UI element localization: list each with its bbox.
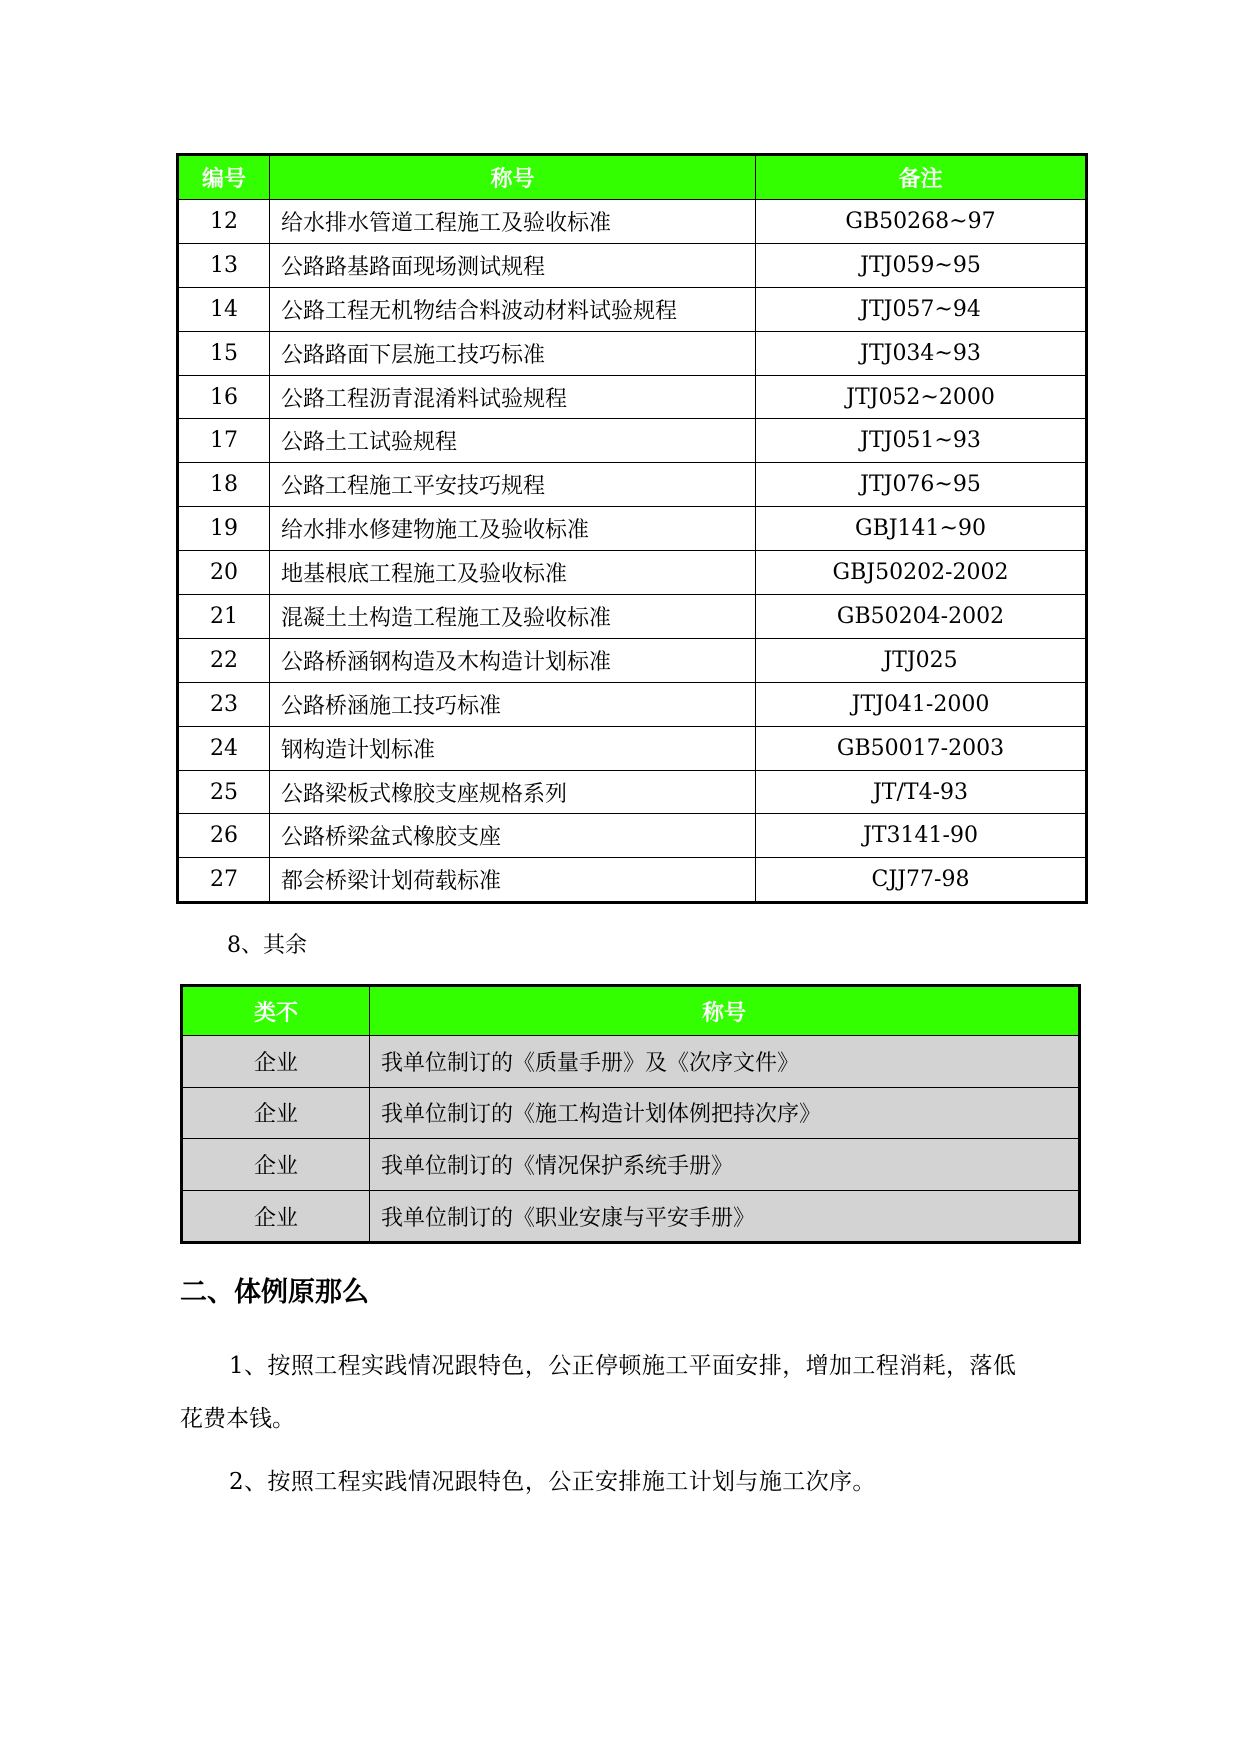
header-category: 类不 bbox=[182, 986, 370, 1036]
row-note: CJJ77-98 bbox=[756, 858, 1087, 903]
table-row bbox=[178, 287, 1087, 331]
row-category: 企业 bbox=[182, 1087, 370, 1139]
table-row bbox=[178, 726, 1087, 770]
table-row bbox=[178, 463, 1087, 507]
row-name: 地基根底工程施工及验收标准 bbox=[270, 551, 756, 595]
row-name: 公路路面下层施工技巧标准 bbox=[270, 331, 756, 375]
row-note: JT/T4-93 bbox=[756, 770, 1087, 814]
row-number: 20 bbox=[178, 551, 270, 595]
header-number: 编号 bbox=[178, 155, 270, 200]
row-number: 14 bbox=[178, 287, 270, 331]
row-name: 公路梁板式橡胶支座规格系列 bbox=[270, 770, 756, 814]
row-name: 公路工程沥青混淆料试验规程 bbox=[270, 375, 756, 419]
table-row bbox=[178, 551, 1087, 595]
row-category: 企业 bbox=[182, 1139, 370, 1191]
row-name: 公路桥涵钢构造及木构造计划标准 bbox=[270, 638, 756, 682]
section-heading: 二、体例原那么 bbox=[180, 1277, 369, 1308]
row-category: 企业 bbox=[182, 1190, 370, 1243]
paragraph-1-line-1: 1、按照工程实践情况跟特色，公正停顿施工平面安排，增加工程消耗，落低 bbox=[229, 1353, 1017, 1379]
row-name: 钢构造计划标准 bbox=[270, 726, 756, 770]
row-note: JTJ041-2000 bbox=[756, 682, 1087, 726]
row-note: JTJ059~95 bbox=[756, 243, 1087, 287]
row-number: 12 bbox=[178, 200, 270, 244]
table-row bbox=[178, 331, 1087, 375]
table-row bbox=[178, 770, 1087, 814]
row-number: 18 bbox=[178, 463, 270, 507]
company-documents-table bbox=[180, 984, 1081, 1244]
table-row bbox=[182, 1190, 1080, 1243]
row-note: JTJ076~95 bbox=[756, 463, 1087, 507]
row-number: 17 bbox=[178, 419, 270, 463]
row-name: 公路土工试验规程 bbox=[270, 419, 756, 463]
row-name: 公路工程施工平安技巧规程 bbox=[270, 463, 756, 507]
row-number: 24 bbox=[178, 726, 270, 770]
row-name: 公路桥涵施工技巧标准 bbox=[270, 682, 756, 726]
row-number: 13 bbox=[178, 243, 270, 287]
row-name: 公路工程无机物结合料波动材料试验规程 bbox=[270, 287, 756, 331]
table-row bbox=[178, 595, 1087, 639]
row-name: 给水排水修建物施工及验收标准 bbox=[270, 507, 756, 551]
row-note: GB50017-2003 bbox=[756, 726, 1087, 770]
table-row bbox=[182, 1036, 1080, 1088]
header-name: 称号 bbox=[270, 155, 756, 200]
row-note: JTJ057~94 bbox=[756, 287, 1087, 331]
table-row bbox=[182, 1139, 1080, 1191]
standards-table-header bbox=[178, 155, 1087, 200]
table-row bbox=[178, 638, 1087, 682]
row-name: 公路桥梁盆式橡胶支座 bbox=[270, 814, 756, 858]
table-row bbox=[178, 375, 1087, 419]
table-row bbox=[178, 507, 1087, 551]
header-note: 备注 bbox=[756, 155, 1087, 200]
row-name: 给水排水管道工程施工及验收标准 bbox=[270, 200, 756, 244]
row-name: 混凝土土构造工程施工及验收标准 bbox=[270, 595, 756, 639]
row-note: JTJ052~2000 bbox=[756, 375, 1087, 419]
standards-table bbox=[176, 153, 1088, 904]
section-8-label: 8、其余 bbox=[227, 933, 307, 958]
row-note: JTJ051~93 bbox=[756, 419, 1087, 463]
row-number: 27 bbox=[178, 858, 270, 903]
row-description: 我单位制订的《施工构造计划体例把持次序》 bbox=[370, 1087, 1080, 1139]
row-number: 23 bbox=[178, 682, 270, 726]
paragraph-1-line-2: 花费本钱。 bbox=[180, 1406, 295, 1432]
row-number: 22 bbox=[178, 638, 270, 682]
table-row bbox=[178, 243, 1087, 287]
row-description: 我单位制订的《职业安康与平安手册》 bbox=[370, 1190, 1080, 1243]
header-name: 称号 bbox=[370, 986, 1080, 1036]
row-note: GBJ50202-2002 bbox=[756, 551, 1087, 595]
row-category: 企业 bbox=[182, 1036, 370, 1088]
paragraph-2: 2、按照工程实践情况跟特色，公正安排施工计划与施工次序。 bbox=[229, 1469, 876, 1495]
table-row bbox=[178, 419, 1087, 463]
row-name: 公路路基路面现场测试规程 bbox=[270, 243, 756, 287]
table-row bbox=[182, 1087, 1080, 1139]
row-description: 我单位制订的《情况保护系统手册》 bbox=[370, 1139, 1080, 1191]
table-row bbox=[178, 682, 1087, 726]
row-note: GB50204-2002 bbox=[756, 595, 1087, 639]
row-note: JTJ034~93 bbox=[756, 331, 1087, 375]
row-note: GB50268~97 bbox=[756, 200, 1087, 244]
row-number: 26 bbox=[178, 814, 270, 858]
table-row bbox=[178, 814, 1087, 858]
row-note: JT3141-90 bbox=[756, 814, 1087, 858]
row-number: 19 bbox=[178, 507, 270, 551]
row-number: 15 bbox=[178, 331, 270, 375]
row-description: 我单位制订的《质量手册》及《次序文件》 bbox=[370, 1036, 1080, 1088]
row-note: JTJ025 bbox=[756, 638, 1087, 682]
row-number: 21 bbox=[178, 595, 270, 639]
table-row bbox=[178, 858, 1087, 903]
row-number: 16 bbox=[178, 375, 270, 419]
row-note: GBJ141~90 bbox=[756, 507, 1087, 551]
row-number: 25 bbox=[178, 770, 270, 814]
company-documents-table-header bbox=[182, 986, 1080, 1036]
table-row bbox=[178, 200, 1087, 244]
row-name: 都会桥梁计划荷载标准 bbox=[270, 858, 756, 903]
